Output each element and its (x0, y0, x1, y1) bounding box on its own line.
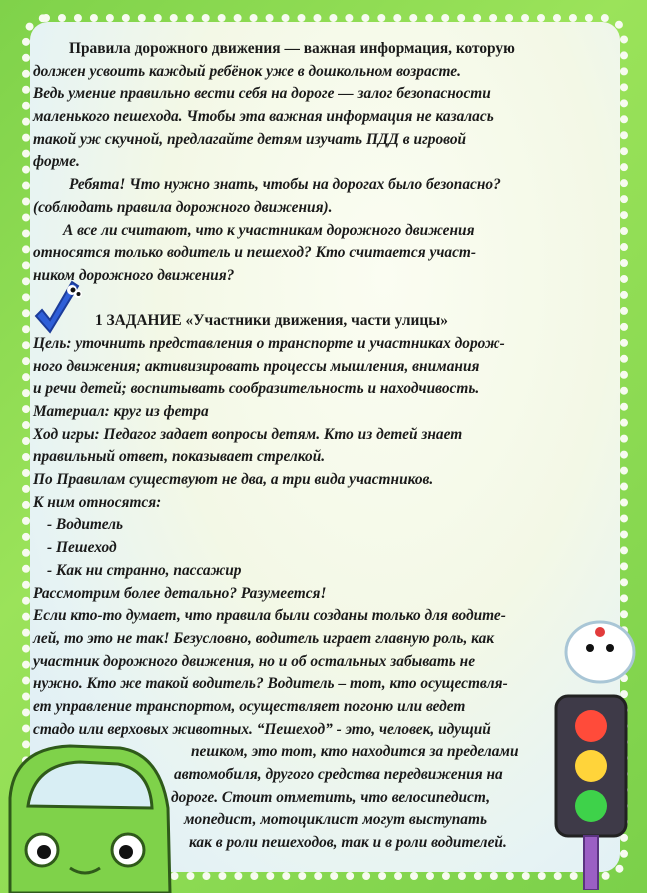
text-line: нужно. Кто же такой водитель? Водитель – тот, кто осуществля- (33, 675, 508, 693)
text-line: форме. (33, 153, 80, 171)
text-line: - Пешеход (47, 539, 117, 557)
text-line: Ребята! Что нужно знать, чтобы на дорогах было безопасно? (69, 176, 501, 194)
text-line: лей, то это не так! Безусловно, водитель играет главную роль, как (33, 629, 495, 647)
text-line: - Как ни странно, пассажир (47, 561, 242, 579)
text-line: маленького пешехода. Чтобы эта важная информация не казалась (33, 108, 494, 126)
text-line: К ним относятся: (33, 493, 162, 511)
text-line: Если кто-то думает, что правила были созданы только для водите- (33, 607, 506, 625)
text-line: мопедист, мотоциклист могут выступать (184, 811, 487, 829)
text-line: ником дорожного движения? (33, 266, 235, 284)
text-line: как в роли пешеходов, так и в роли водителей. (189, 834, 507, 852)
text-line: правильный ответ, показывает стрелкой. (33, 448, 326, 466)
text-line (33, 288, 625, 311)
text-line: Материал: круг из фетра (33, 403, 209, 420)
text-line: должен усвоить каждый ребёнок уже в дошкольном возрасте. (33, 62, 461, 80)
text-line: ет управление транспортом, осуществляет погоню или ведет (33, 697, 466, 715)
text-line: ного движения; активизировать процессы мышления, внимания (33, 357, 480, 375)
text-line: Правила дорожного движения — важная информация, которую (69, 40, 515, 57)
text-line: - Водитель (47, 516, 124, 534)
text-line: относятся только водитель и пешеход? Кто считается участ- (33, 244, 477, 262)
text-line: Ведь умение правильно вести себя на дороге — залог безопасности (33, 85, 491, 103)
text-line: стадо или верховых животных. “Пешеход” - это, человек, идущий (33, 720, 491, 738)
text-line: автомобиля, другого средства передвижения на (174, 766, 503, 783)
text-line: пешком, это тот, кто находится за пределами (191, 743, 519, 761)
text-line: дороге. Стоит отметить, что велосипедист, (171, 788, 491, 806)
text-line: (соблюдать правила дорожного движения). (33, 198, 333, 216)
text-line: участник дорожного движения, но и об остальных забывать не (33, 652, 476, 670)
text-line: Рассмотрим более детально? Разумеется! (33, 584, 327, 602)
text-line: Цель: уточнить представления о транспорте и участниках дорож- (33, 334, 505, 352)
text-line: А все ли считают, что к участникам дорожного движения (63, 221, 475, 239)
text-line: Ход игры: Педагог задает вопросы детям. Кто из детей знает (33, 425, 463, 443)
text-line: такой уж скучной, предлагайте детям изучать ПДД в игровой (33, 130, 467, 148)
text-line: и речи детей; воспитывать сообразительность и находчивость. (33, 380, 480, 398)
document-body (33, 38, 625, 855)
text-line: 1 ЗАДАНИЕ «Участники движения, части улицы» (95, 312, 448, 330)
text-line: По Правилам существуют не два, а три вида участников. (33, 471, 434, 489)
